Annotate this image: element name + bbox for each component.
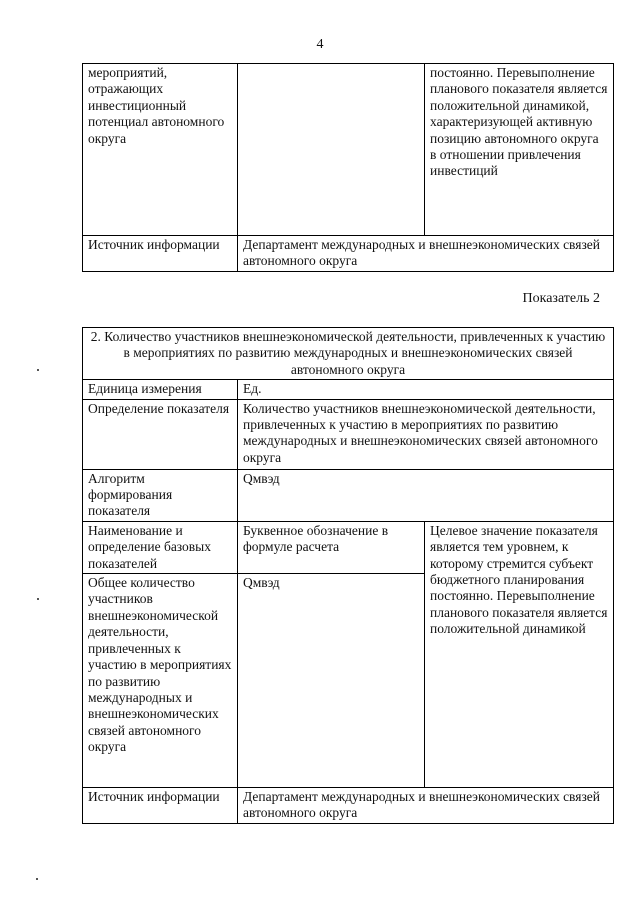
continued-note-cell: постоянно. Перевыполнение планового показателя является положительной динамикой, характеризующей активную позицию автономного округа в отношении привлечения инвестиций: [425, 64, 614, 236]
scan-speck: [36, 878, 38, 880]
algorithm-label: Алгоритм формирования показателя: [83, 469, 238, 521]
source-label: Источник информации: [83, 788, 238, 824]
indicator-title: 2. Количество участников внешнеэкономической деятельности, привлеченных к участию в мероприятиях по развитию международных и внешнеэкономических связей автономного округа: [83, 328, 614, 380]
continued-symbol-cell: [238, 64, 425, 236]
source-value: Департамент международных и внешнеэкономических связей автономного округа: [238, 236, 614, 272]
table-row: [83, 521, 614, 573]
target-note: Целевое значение показателя является тем уровнем, к которому стремится субъект бюджетного планирования постоянно. Перевыполнение планового показателя является положительной динамикой: [425, 521, 614, 787]
table-row: [83, 469, 614, 521]
table-row: [83, 64, 614, 236]
table-row: [83, 788, 614, 824]
indicator-caption: Показатель 2: [522, 291, 600, 306]
table-row: [83, 236, 614, 272]
base-row-name: Общее количество участников внешнеэкономической деятельности, привлеченных к участию в мероприятиях по развитию международных и внешнеэкономических связей автономного округа: [83, 574, 238, 788]
scan-speck: [37, 369, 39, 371]
continued-name-cell: мероприятий, отражающих инвестиционный потенциал автономного округа: [83, 64, 238, 236]
table-row: [83, 328, 614, 380]
continued-indicator-table: [82, 63, 614, 272]
table-row: [83, 399, 614, 469]
source-label: Источник информации: [83, 236, 238, 272]
page-number: 4: [316, 37, 324, 52]
source-value: Департамент международных и внешнеэкономических связей автономного округа: [238, 788, 614, 824]
algorithm-value: Qмвэд: [238, 469, 614, 521]
definition-value: Количество участников внешнеэкономической деятельности, привлеченных к участию в мероприятиях по развитию международных и внешнеэкономических связей автономного округа: [238, 399, 614, 469]
base-row-symbol: Qмвэд: [238, 574, 425, 788]
base-header-symbol: Буквенное обозначение в формуле расчета: [238, 521, 425, 573]
unit-value: Ед.: [238, 380, 614, 399]
table-row: [83, 380, 614, 399]
definition-label: Определение показателя: [83, 399, 238, 469]
indicator-2-table: [82, 327, 614, 824]
base-header-name: Наименование и определение базовых показателей: [83, 521, 238, 573]
scan-speck: [37, 598, 39, 600]
unit-label: Единица измерения: [83, 380, 238, 399]
